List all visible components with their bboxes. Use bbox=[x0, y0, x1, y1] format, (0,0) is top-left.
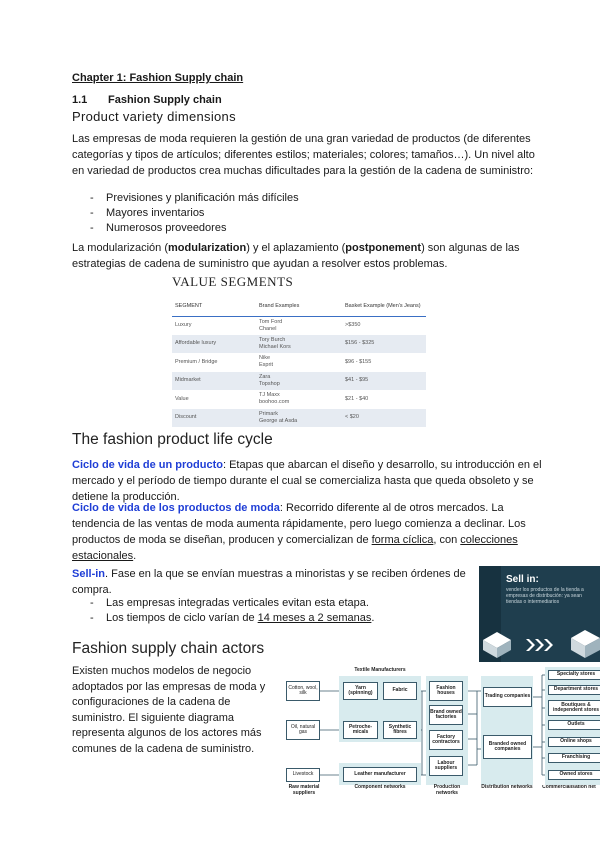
table-header: Brand Examples bbox=[256, 296, 342, 316]
actors-paragraph: Existen muchos modelos de negocio adoptados por las empresas de moda y configuraciones de la cadena de suministro. El siguiente diagrama representa algunos de los actores más comunes de la cadena de suministro. bbox=[72, 665, 266, 755]
brand-cell bbox=[256, 409, 342, 428]
table-header: SEGMENT bbox=[172, 296, 256, 316]
brand-cell bbox=[256, 390, 342, 409]
sell-in-art bbox=[479, 566, 600, 662]
production-box: Fashion houses bbox=[429, 681, 463, 701]
commercialisation-box: Department stores bbox=[548, 685, 600, 695]
sell-in-image-caption: vender los productos de la tienda a empresas de distribución: ya sean tiendas o intermediarios bbox=[506, 587, 584, 605]
price-cell: $96 - $155 bbox=[342, 353, 426, 372]
section-title: Fashion Supply chain bbox=[108, 94, 222, 106]
brand-name: Nike bbox=[259, 355, 271, 362]
component-box: Yarn (spinning) bbox=[343, 682, 378, 700]
sell-in-image-title: Sell in: bbox=[506, 574, 539, 585]
column-label: Commercialisation net bbox=[542, 785, 596, 790]
brand-cell bbox=[256, 353, 342, 372]
text-run: La modularización ( bbox=[72, 242, 168, 254]
brand-name: Michael Kors bbox=[259, 343, 291, 350]
column-label: Distribution networks bbox=[481, 784, 533, 790]
actors-heading: Fashion supply chain actors bbox=[72, 640, 265, 657]
text-run: . bbox=[371, 612, 375, 624]
variety-paragraph: Las empresas de moda requieren la gestión de una gran variedad de productos (de diferentes categorías y tipos de artículos; diferentes estilos; materiales; colores; tamaños…). Un nivel alto en variedad de productos crea muchas dificultades para la gestión de la cadena de suministro: bbox=[72, 133, 535, 177]
brand-cell bbox=[256, 335, 342, 354]
supply-chain-diagram bbox=[282, 667, 600, 796]
segment-cell: Midmarket bbox=[172, 372, 256, 391]
price-cell: $21 - $40 bbox=[342, 390, 426, 409]
lifecycle-heading: The fashion product life cycle bbox=[72, 431, 273, 448]
table-row bbox=[172, 316, 426, 335]
segment-cell: Value bbox=[172, 390, 256, 409]
column-label: Production networks bbox=[433, 784, 461, 796]
commercialisation-box: Outlets bbox=[548, 720, 600, 730]
table-row bbox=[172, 390, 426, 409]
component-box: Synthetic fibres bbox=[383, 721, 417, 739]
arrows-icon bbox=[526, 639, 553, 651]
list-item: - Numerosos proveedores bbox=[72, 221, 542, 236]
commercialisation-box: Franchising bbox=[548, 753, 600, 763]
list-item: - Previsiones y planificación más difíciles bbox=[72, 191, 542, 206]
value-segments-title: VALUE SEGMENTS bbox=[172, 274, 294, 289]
production-box: Labour suppliers bbox=[429, 756, 463, 776]
table-header-row bbox=[172, 296, 426, 316]
lifecycle-paragraph-2 bbox=[72, 500, 542, 564]
chapter-title: Chapter 1: Fashion Supply chain bbox=[72, 72, 244, 84]
price-cell: < $20 bbox=[342, 409, 426, 428]
brand-name: TJ Maxx bbox=[259, 392, 280, 399]
distribution-box: Trading companies bbox=[483, 687, 532, 707]
link-forma-ciclica[interactable]: forma cíclica bbox=[371, 534, 434, 546]
lifecycle-paragraph-1 bbox=[72, 457, 542, 505]
brand-name: Topshop bbox=[259, 380, 280, 387]
column-label: Component networks bbox=[354, 784, 406, 790]
commercialisation-box: Specialty stores bbox=[548, 670, 600, 680]
term-postponement: postponement bbox=[345, 242, 422, 254]
table-row bbox=[172, 353, 426, 372]
list-item bbox=[72, 611, 542, 626]
variety-list bbox=[72, 191, 542, 236]
text-run: ) son algunas de las estrategias de cadena de suministro que ayudan a resolver estos problemas. bbox=[72, 242, 520, 270]
raw-material-box: Oil, natural gas bbox=[286, 720, 320, 740]
brand-name: boohoo.com bbox=[259, 399, 290, 406]
brand-cell bbox=[256, 372, 342, 391]
brand-name: Tory Burch bbox=[259, 336, 286, 343]
price-cell: $156 - $325 bbox=[342, 335, 426, 354]
production-box: Brand owned factories bbox=[429, 705, 463, 725]
table-row bbox=[172, 335, 426, 354]
list-item: - Mayores inventarios bbox=[72, 206, 542, 221]
component-box: Petroche-micals bbox=[343, 721, 378, 739]
text-run: : Recorrido diferente al de otros mercados. La tendencia de las ventas de moda aumenta rápidamente, pero luego comienza a declinar. Los productos de moda se diseñan, producen y comercializan de bbox=[72, 502, 526, 546]
term-sell-in: Sell-in bbox=[72, 568, 106, 580]
component-box: Fabric bbox=[383, 682, 417, 700]
brand-name: Chanel bbox=[259, 325, 277, 332]
sellin-list bbox=[72, 596, 542, 626]
term-modularization: modularization bbox=[168, 242, 247, 254]
sellin-paragraph bbox=[72, 566, 472, 598]
commercialisation-box: Boutiques & independent stores bbox=[548, 700, 600, 716]
brand-name: Primark bbox=[259, 410, 278, 417]
value-segments-table bbox=[172, 296, 426, 427]
segment-cell: Affordable luxury bbox=[172, 335, 256, 354]
text-run: ) y el aplazamiento ( bbox=[246, 242, 346, 254]
segment-cell: Premium / Bridge bbox=[172, 353, 256, 372]
distribution-box: Branded owned companies bbox=[483, 735, 532, 759]
textile-manufacturers-label: Textile Manufacturers bbox=[354, 667, 406, 673]
production-box: Factory contractors bbox=[429, 730, 463, 750]
raw-material-box: Livestock bbox=[286, 768, 320, 782]
commercialisation-box: Owned stores bbox=[548, 770, 600, 780]
price-cell: >$350 bbox=[342, 316, 426, 335]
brand-name: George at Asda bbox=[259, 417, 298, 424]
brand-name: Esprit bbox=[259, 362, 274, 369]
brand-cell bbox=[256, 316, 342, 335]
brand-name: Tom Ford bbox=[259, 318, 283, 325]
text-run: . bbox=[133, 550, 137, 562]
subsection-title: Product variety dimensions bbox=[72, 109, 236, 124]
segment-cell: Discount bbox=[172, 409, 256, 428]
table-row bbox=[172, 409, 426, 428]
brand-name: Zara bbox=[259, 373, 271, 380]
term-fashion-lifecycle: Ciclo de vida de los productos de moda bbox=[72, 502, 280, 514]
list-item: - Las empresas integradas verticales evitan esta etapa. bbox=[72, 596, 542, 611]
text-run: : Etapas que abarcan el diseño y desarrollo, su introducción en el mercado y el período de tiempo durante el cual se comercializa hasta que queda obsoleto y se detiene la producción. bbox=[72, 459, 542, 503]
link-colecciones[interactable]: colecciones estacionales bbox=[72, 534, 518, 562]
sell-in-illustration bbox=[479, 566, 600, 662]
component-box: Leather manufacturer bbox=[343, 767, 417, 782]
section-number: 1.1 bbox=[72, 94, 88, 106]
table-row bbox=[172, 372, 426, 391]
raw-material-box: Cotton, wool, silk bbox=[286, 681, 320, 701]
link-cycle-times[interactable]: 14 meses a 2 semanas bbox=[257, 612, 372, 624]
table-header: Basket Example (Men's Jeans) bbox=[342, 296, 426, 316]
text-run: Los tiempos de ciclo varían de bbox=[106, 612, 258, 624]
text-run: . Fase en la que se envían muestras a minoristas y se reciben órdenes de compra. bbox=[72, 568, 466, 596]
price-cell: $41 - $95 bbox=[342, 372, 426, 391]
text-run: , con bbox=[433, 534, 461, 546]
commercialisation-box: Online shops bbox=[548, 737, 600, 747]
section-heading bbox=[72, 94, 222, 106]
term-product-lifecycle: Ciclo de vida de un producto bbox=[72, 459, 223, 471]
modularization-paragraph bbox=[72, 240, 542, 272]
segment-cell: Luxury bbox=[172, 316, 256, 335]
store-icon bbox=[571, 630, 600, 658]
column-label: Raw material suppliers bbox=[288, 784, 320, 796]
